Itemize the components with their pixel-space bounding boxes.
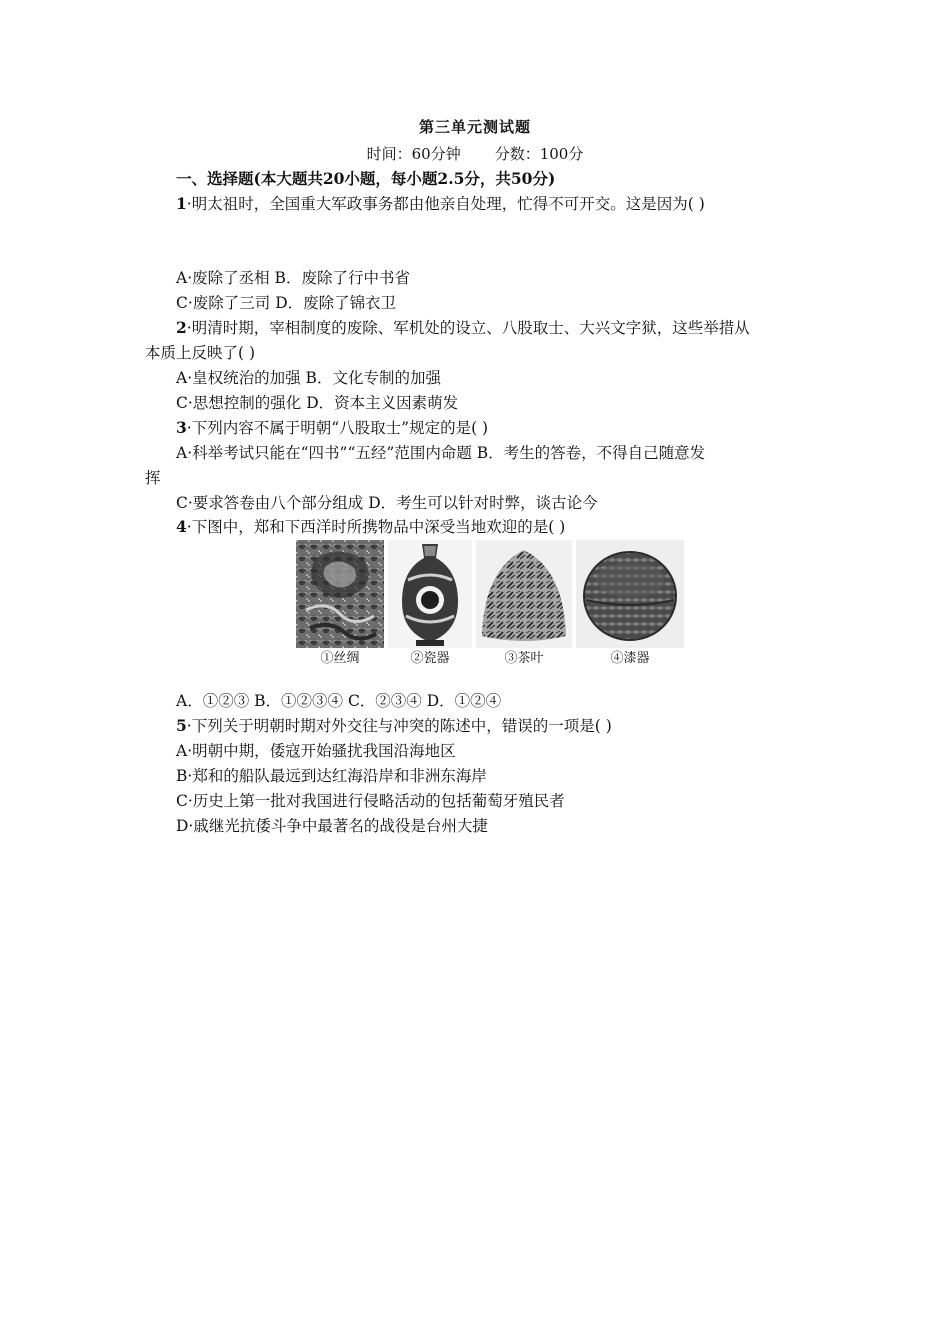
exam-meta bbox=[0, 144, 950, 164]
q3-number: 3 bbox=[176, 418, 187, 437]
q4-options: A．①②③ B．①②③④ C．②③④ D．①②④ bbox=[176, 692, 502, 710]
q5-number: 5 bbox=[176, 716, 187, 735]
q5-option-b: B·郑和的船队最远到达红海沿岸和非洲东海岸 bbox=[176, 767, 487, 785]
q5-stem-text: ·下列关于明朝时期对外交往与冲突的陈述中，错误的一项是( ) bbox=[186, 717, 612, 735]
q2-stem-line2: 本质上反映了( ) bbox=[145, 344, 256, 362]
section-heading: 一、选择题(本大题共20小题，每小题2.5分，共50分) bbox=[176, 169, 556, 188]
q1-options-ab: A·废除了丞相 B．废除了行中书省 bbox=[176, 269, 410, 287]
q5-stem bbox=[176, 716, 612, 736]
q2-options-ab: A·皇权统治的加强 B．文化专制的加强 bbox=[176, 369, 441, 387]
q5-option-d: D·戚继光抗倭斗争中最著名的战役是台州大捷 bbox=[176, 817, 488, 835]
q2-options-cd: C·思想控制的强化 D．资本主义因素萌发 bbox=[176, 394, 459, 412]
caption-silk: ①丝绸 bbox=[320, 651, 360, 666]
exam-time: 时间：60分钟 bbox=[366, 145, 461, 163]
exam-title: 第三单元测试题 bbox=[418, 118, 531, 136]
q3-options-ab-line1: A·科举考试只能在“四书”“五经”范围内命题 B．考生的答卷，不得自己随意发 bbox=[176, 444, 706, 462]
tea-image bbox=[476, 540, 572, 648]
lacquerware-image bbox=[576, 540, 684, 648]
q2-number: 2 bbox=[176, 318, 187, 337]
q4-number: 4 bbox=[176, 517, 187, 536]
caption-lacquerware: ④漆器 bbox=[610, 651, 650, 666]
q1-number: 1 bbox=[176, 194, 187, 213]
q4-figure bbox=[296, 540, 684, 670]
q1-stem bbox=[176, 194, 705, 214]
q2-stem-text: ·明清时期，宰相制度的废除、军机处的设立、八股取士、大兴文字狱，这些举措从 bbox=[186, 319, 750, 337]
q5-option-a: A·明朝中期，倭寇开始骚扰我国沿海地区 bbox=[176, 742, 456, 760]
q1-options-cd: C·废除了三司 D．废除了锦衣卫 bbox=[176, 294, 397, 312]
q2-stem-line1 bbox=[176, 318, 750, 338]
exam-score: 分数：100分 bbox=[494, 145, 584, 163]
porcelain-image bbox=[388, 540, 472, 648]
q4-stem bbox=[176, 517, 565, 537]
q3-options-cd: C·要求答卷由八个部分组成 D．考生可以针对时弊，谈古论今 bbox=[176, 494, 598, 512]
q5-option-c: C·历史上第一批对我国进行侵略活动的包括葡萄牙殖民者 bbox=[176, 792, 565, 810]
q4-stem-text: ·下图中，郑和下西洋时所携物品中深受当地欢迎的是( ) bbox=[186, 518, 566, 536]
q3-stem bbox=[176, 418, 488, 438]
q3-stem-text: ·下列内容不属于明朝“八股取士”规定的是( ) bbox=[186, 419, 489, 437]
caption-porcelain: ②瓷器 bbox=[410, 651, 450, 666]
caption-tea: ③茶叶 bbox=[504, 651, 544, 666]
q3-options-ab-line2: 挥 bbox=[145, 469, 161, 487]
q1-stem-text: ·明太祖时，全国重大军政事务都由他亲自处理，忙得不可开交。这是因为( ) bbox=[186, 195, 705, 213]
silk-image bbox=[296, 540, 384, 648]
